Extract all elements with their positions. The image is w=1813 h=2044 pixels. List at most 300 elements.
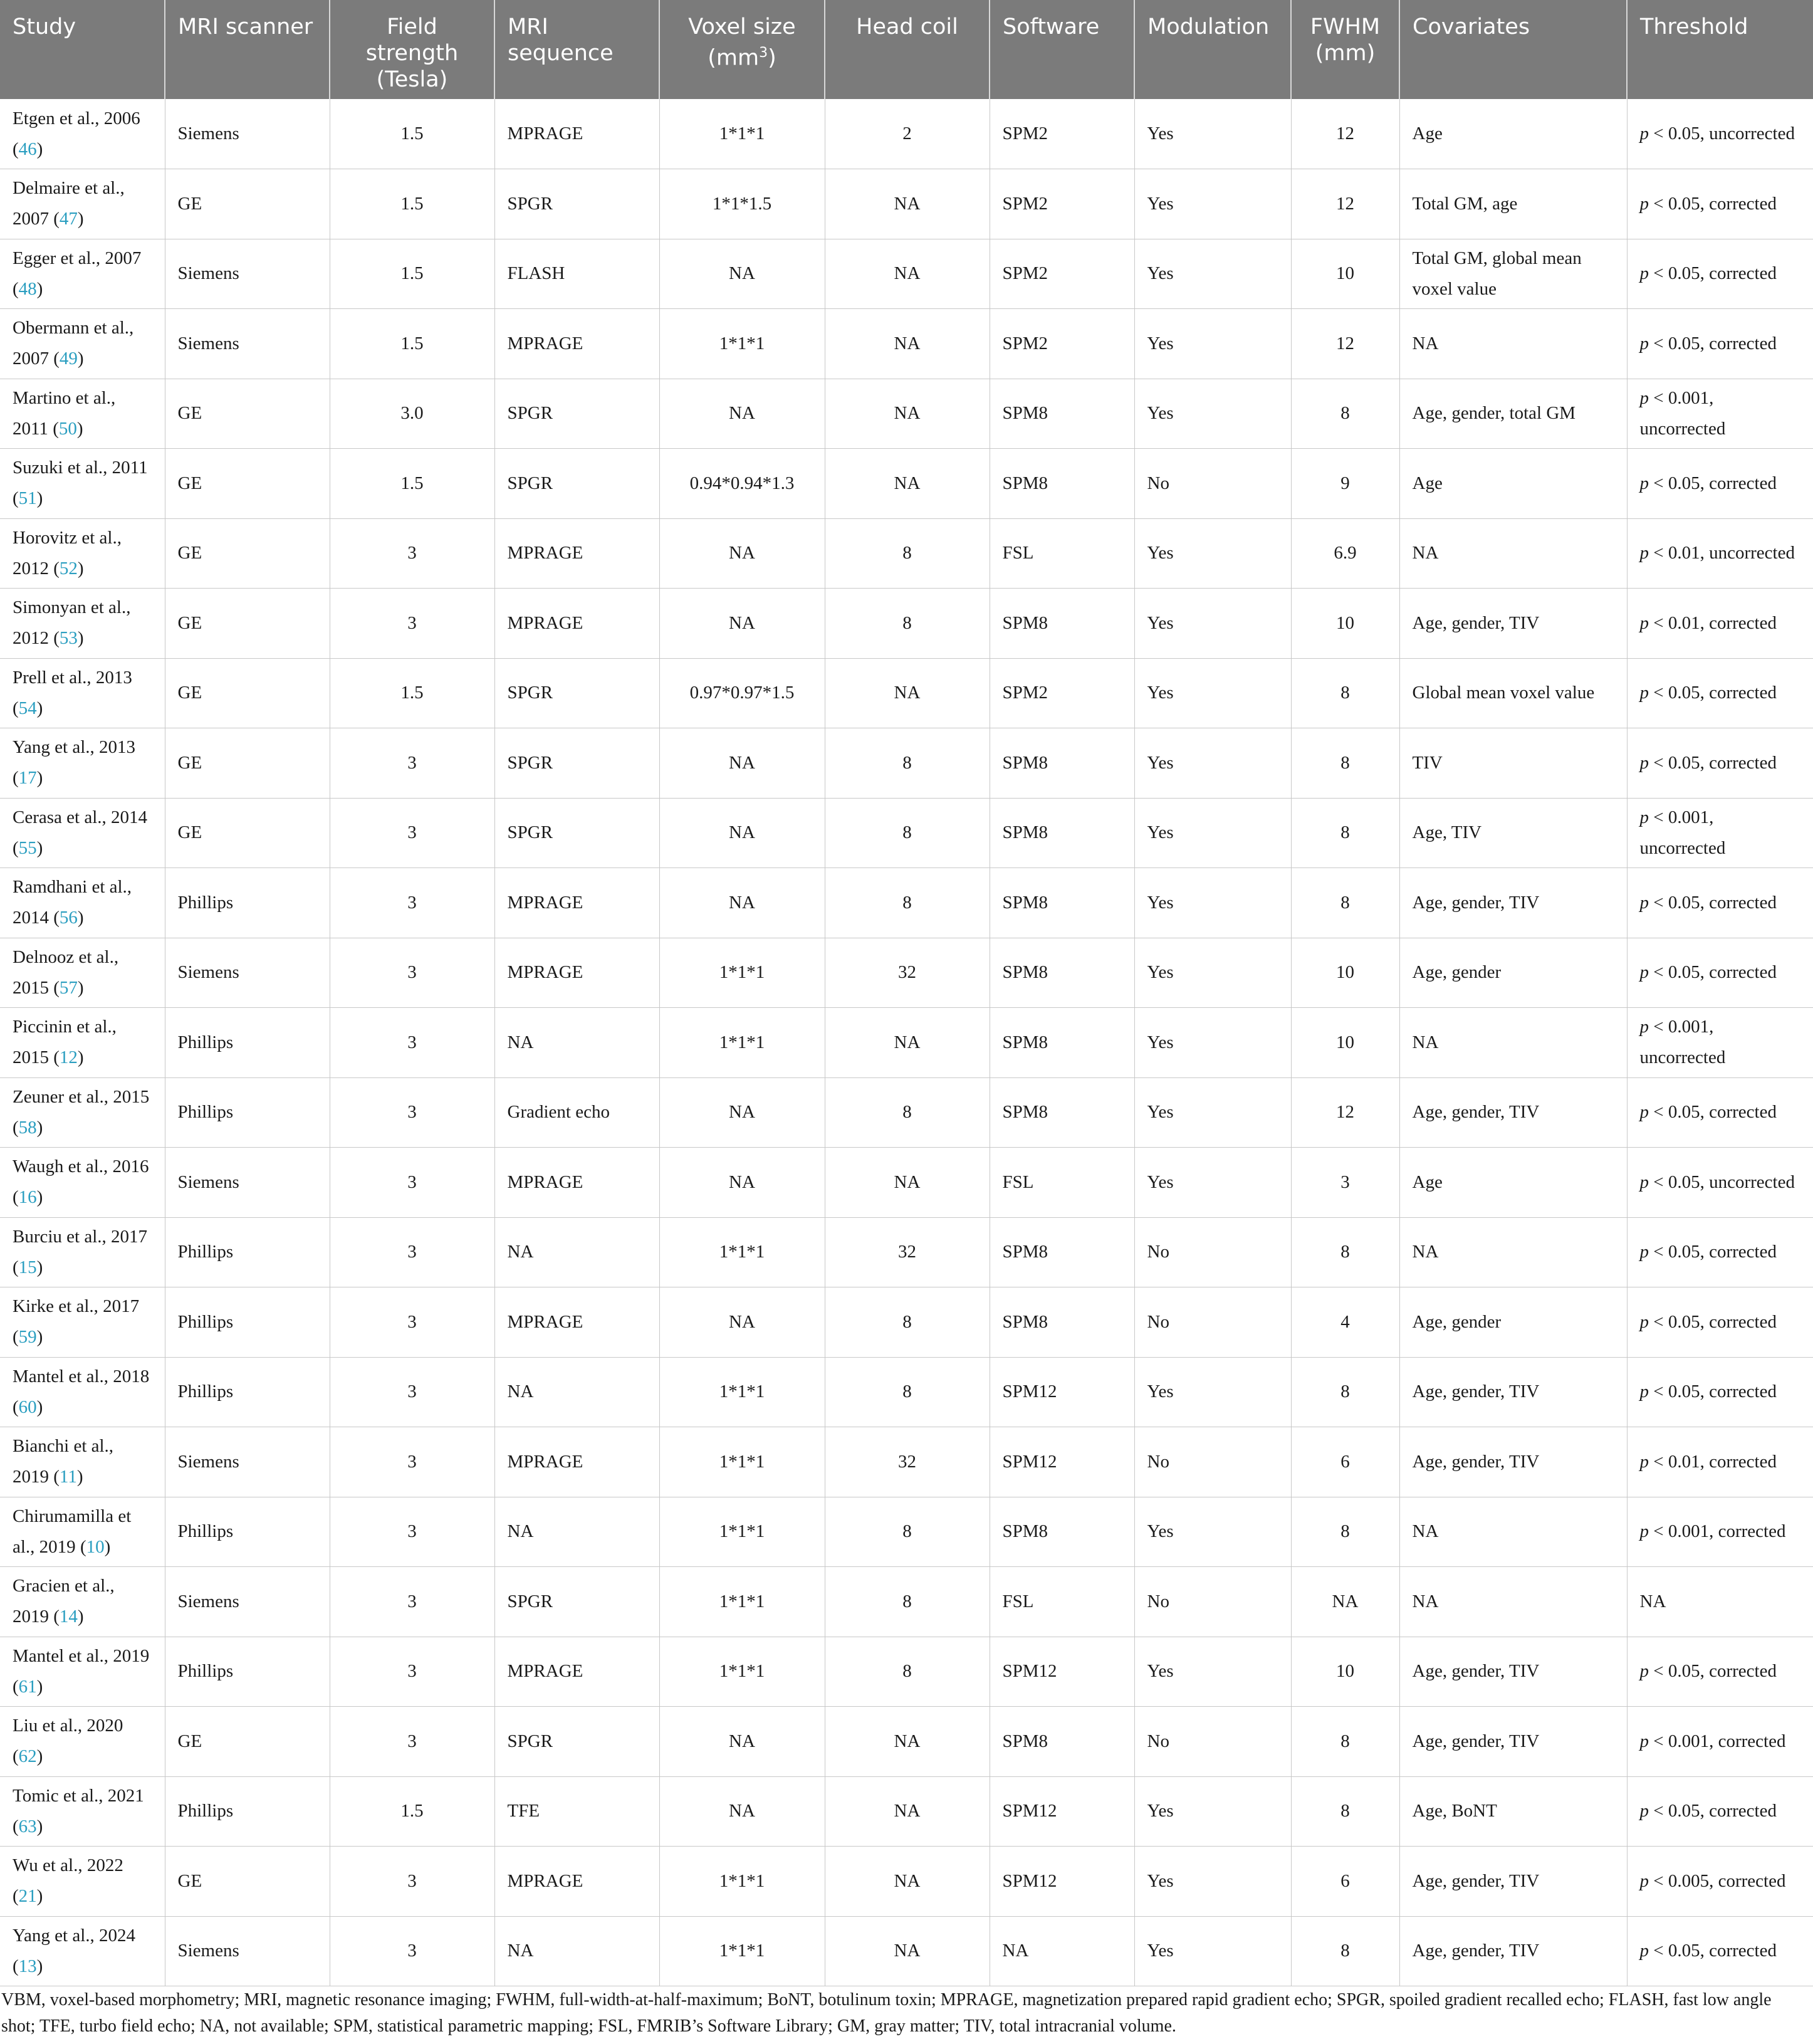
cell-fwhm: 12 (1291, 1077, 1399, 1148)
cell-covariates: Global mean voxel value (1399, 658, 1627, 728)
cell-sequence: SPGR (494, 1707, 659, 1777)
cell-sequence: NA (494, 1497, 659, 1567)
cell-field: 1.5 (330, 449, 494, 519)
cell-scanner: GE (165, 169, 330, 239)
cell-covariates: Age (1399, 1148, 1627, 1218)
cell-threshold (1627, 379, 1813, 449)
column-header-fwhm (1291, 0, 1399, 99)
cell-study: Tomic et al., 2021 (63) (0, 1776, 165, 1847)
table-row (0, 1148, 1813, 1218)
cell-fwhm: 10 (1291, 589, 1399, 659)
cell-modulation: Yes (1134, 658, 1291, 728)
cell-fwhm: 6 (1291, 1427, 1399, 1497)
cell-modulation: Yes (1134, 1916, 1291, 1986)
cell-threshold (1627, 1637, 1813, 1707)
reference-link[interactable]: 60 (18, 1397, 37, 1417)
cell-threshold (1627, 518, 1813, 589)
cell-covariates: Total GM, global mean voxel value (1399, 239, 1627, 309)
cell-fwhm: 8 (1291, 1497, 1399, 1567)
cell-threshold (1627, 658, 1813, 728)
cell-study: Yang et al., 2013 (17) (0, 728, 165, 799)
cell-field: 3 (330, 938, 494, 1008)
reference-link[interactable]: 10 (86, 1536, 105, 1557)
cell-coil: 8 (825, 798, 990, 868)
cell-voxel: NA (659, 379, 825, 449)
cell-fwhm: 8 (1291, 1776, 1399, 1847)
cell-covariates: Age, gender, TIV (1399, 1916, 1627, 1986)
reference-link[interactable]: 62 (18, 1746, 37, 1767)
p-value-symbol: p (1639, 387, 1649, 408)
cell-covariates: Age, gender, TIV (1399, 1357, 1627, 1427)
p-value-symbol: p (1639, 1801, 1649, 1821)
column-header-field (330, 0, 494, 99)
p-value-symbol: p (1639, 333, 1649, 354)
cell-field: 1.5 (330, 658, 494, 728)
cell-threshold (1627, 589, 1813, 659)
table-row (0, 1497, 1813, 1567)
table-row (0, 658, 1813, 728)
cell-fwhm: 12 (1291, 169, 1399, 239)
p-value-symbol: p (1639, 263, 1649, 284)
cell-scanner: Phillips (165, 1287, 330, 1358)
cell-field: 3 (330, 1567, 494, 1637)
column-header-label: MRI scanner (178, 14, 313, 39)
cell-covariates: Age, BoNT (1399, 1776, 1627, 1847)
cell-scanner: Phillips (165, 1497, 330, 1567)
cell-covariates: NA (1399, 518, 1627, 589)
threshold-value: < 0.05, corrected (1653, 683, 1777, 703)
threshold-value: < 0.01, corrected (1653, 1451, 1777, 1472)
cell-sequence: MPRAGE (494, 938, 659, 1008)
threshold-value: < 0.05, corrected (1653, 333, 1777, 354)
cell-coil: 2 (825, 99, 990, 169)
cell-study: Piccinin et al., 2015 (12) (0, 1008, 165, 1078)
reference-link[interactable]: 53 (59, 628, 78, 649)
cell-fwhm: 8 (1291, 728, 1399, 799)
p-value-symbol: p (1639, 1941, 1649, 1961)
cell-study: Suzuki et al., 2011 (51) (0, 449, 165, 519)
cell-software: SPM12 (990, 1637, 1134, 1707)
study-citation: Bianchi et al., 2019 (13, 1436, 114, 1487)
cell-coil: NA (825, 1776, 990, 1847)
cell-voxel: NA (659, 518, 825, 589)
cell-software: SPM8 (990, 1217, 1134, 1287)
study-citation: Egger et al., 2007 (13, 248, 142, 268)
cell-fwhm: NA (1291, 1567, 1399, 1637)
cell-field: 1.5 (330, 169, 494, 239)
cell-coil: 8 (825, 728, 990, 799)
table-row (0, 99, 1813, 169)
cell-coil: 8 (825, 1357, 990, 1427)
cell-threshold (1627, 1357, 1813, 1427)
cell-threshold (1627, 1077, 1813, 1148)
study-citation: Waugh et al., 2016 (13, 1156, 149, 1177)
threshold-value: < 0.05, corrected (1653, 1661, 1777, 1682)
reference-link[interactable]: 49 (59, 349, 78, 369)
study-citation: Zeuner et al., 2015 (13, 1086, 150, 1107)
reference-link[interactable]: 12 (59, 1047, 78, 1068)
cell-modulation: Yes (1134, 1077, 1291, 1148)
reference-link[interactable]: 51 (18, 488, 37, 509)
table-row (0, 309, 1813, 379)
study-citation: Prell et al., 2013 (13, 667, 132, 688)
p-value-symbol: p (1639, 807, 1649, 827)
p-value-symbol: p (1639, 1521, 1649, 1542)
cell-sequence: SPGR (494, 449, 659, 519)
cell-field: 3 (330, 589, 494, 659)
cell-threshold (1627, 1287, 1813, 1358)
reference-link[interactable]: 46 (18, 139, 37, 159)
cell-coil: NA (825, 1008, 990, 1078)
cell-scanner: GE (165, 379, 330, 449)
cell-covariates: Age, gender, TIV (1399, 1077, 1627, 1148)
table-row (0, 379, 1813, 449)
cell-software: SPM8 (990, 1497, 1134, 1567)
cell-threshold (1627, 1847, 1813, 1917)
cell-fwhm: 8 (1291, 1916, 1399, 1986)
study-citation: Cerasa et al., 2014 (13, 807, 148, 827)
study-citation: Simonyan et al., 2012 (13, 597, 131, 649)
reference-link[interactable]: 15 (18, 1257, 37, 1277)
study-citation: Wu et al., 2022 (13, 1855, 123, 1876)
p-value-symbol: p (1639, 892, 1649, 913)
reference-link[interactable]: 13 (18, 1956, 37, 1976)
column-header-voxel (659, 0, 825, 99)
reference-link[interactable]: 56 (59, 908, 78, 928)
table-row (0, 239, 1813, 309)
cell-software: SPM8 (990, 938, 1134, 1008)
cell-sequence: SPGR (494, 379, 659, 449)
column-header-label: Head coil (856, 14, 958, 39)
cell-covariates: NA (1399, 1567, 1627, 1637)
cell-modulation: No (1134, 1567, 1291, 1637)
cell-voxel: NA (659, 728, 825, 799)
cell-threshold (1627, 239, 1813, 309)
cell-fwhm: 12 (1291, 309, 1399, 379)
cell-study: Ramdhani et al., 2014 (56) (0, 868, 165, 938)
cell-modulation: No (1134, 1217, 1291, 1287)
cell-modulation: Yes (1134, 1497, 1291, 1567)
cell-study: Liu et al., 2020 (62) (0, 1707, 165, 1777)
cell-modulation: Yes (1134, 1776, 1291, 1847)
table-row (0, 1427, 1813, 1497)
cell-covariates: Age, gender (1399, 1287, 1627, 1358)
cell-software: SPM8 (990, 1707, 1134, 1777)
column-header-label-tail: ) (768, 45, 776, 71)
threshold-value: < 0.05, corrected (1653, 752, 1777, 773)
cell-sequence: TFE (494, 1776, 659, 1847)
cell-fwhm: 10 (1291, 1637, 1399, 1707)
cell-field: 3 (330, 1148, 494, 1218)
p-value-symbol: p (1639, 683, 1649, 703)
reference-link[interactable]: 57 (59, 977, 78, 998)
table-row (0, 1847, 1813, 1917)
cell-study: Gracien et al., 2019 (14) (0, 1567, 165, 1637)
p-value-symbol: p (1639, 193, 1649, 214)
column-header-label: Software (1003, 14, 1100, 39)
reference-link[interactable]: 17 (18, 768, 37, 789)
cell-sequence: MPRAGE (494, 309, 659, 379)
reference-link[interactable]: 21 (18, 1886, 37, 1907)
cell-threshold (1627, 1776, 1813, 1847)
reference-link[interactable]: 11 (59, 1467, 77, 1487)
cell-covariates: NA (1399, 1008, 1627, 1078)
cell-scanner: GE (165, 658, 330, 728)
cell-coil: NA (825, 169, 990, 239)
p-value-symbol: p (1639, 543, 1649, 563)
cell-modulation: Yes (1134, 309, 1291, 379)
study-citation: Delnooz et al., 2015 (13, 946, 119, 998)
cell-sequence: MPRAGE (494, 1637, 659, 1707)
reference-link[interactable]: 14 (59, 1606, 78, 1627)
table-row (0, 1707, 1813, 1777)
cell-coil: 8 (825, 1637, 990, 1707)
cell-voxel: 0.94*0.94*1.3 (659, 449, 825, 519)
study-citation: Obermann et al., 2007 (13, 318, 134, 369)
p-value-symbol: p (1639, 1870, 1649, 1891)
cell-covariates: Age, gender, TIV (1399, 1637, 1627, 1707)
cell-covariates: Age, TIV (1399, 798, 1627, 868)
threshold-value: < 0.01, corrected (1653, 612, 1777, 633)
cell-field: 3 (330, 1637, 494, 1707)
cell-sequence: SPGR (494, 798, 659, 868)
cell-scanner: Siemens (165, 1427, 330, 1497)
p-value-symbol: p (1639, 123, 1649, 144)
cell-fwhm: 6.9 (1291, 518, 1399, 589)
threshold-value: < 0.05, corrected (1653, 1311, 1777, 1332)
cell-field: 3 (330, 1287, 494, 1358)
cell-threshold: NA (1627, 1567, 1813, 1637)
table-row (0, 1077, 1813, 1148)
cell-software: SPM8 (990, 1008, 1134, 1078)
study-citation: Suzuki et al., 2011 (13, 458, 148, 478)
cell-scanner: Siemens (165, 1916, 330, 1986)
cell-voxel: 1*1*1 (659, 1637, 825, 1707)
reference-link[interactable]: 50 (58, 418, 77, 439)
table-row (0, 1916, 1813, 1986)
threshold-value: < 0.05, corrected (1653, 1801, 1777, 1821)
cell-scanner: Phillips (165, 1357, 330, 1427)
p-value-symbol: p (1639, 612, 1649, 633)
threshold-value: < 0.05, corrected (1653, 193, 1777, 214)
table-row (0, 1357, 1813, 1427)
cell-fwhm: 10 (1291, 938, 1399, 1008)
cell-sequence: FLASH (494, 239, 659, 309)
cell-study: Prell et al., 2013 (54) (0, 658, 165, 728)
column-header-sequence (494, 0, 659, 99)
cell-sequence: SPGR (494, 169, 659, 239)
cell-covariates: Age (1399, 449, 1627, 519)
study-citation: Ramdhani et al., 2014 (13, 877, 132, 928)
threshold-value: < 0.05, uncorrected (1653, 1171, 1795, 1192)
column-header-label: Voxel size (mm (688, 14, 796, 71)
cell-scanner: GE (165, 1847, 330, 1917)
cell-scanner: Phillips (165, 1217, 330, 1287)
cell-field: 3 (330, 868, 494, 938)
cell-covariates: Age (1399, 99, 1627, 169)
cell-study: Cerasa et al., 2014 (55) (0, 798, 165, 868)
p-value-symbol: p (1639, 473, 1649, 493)
cell-scanner: Phillips (165, 1637, 330, 1707)
cell-voxel: 1*1*1 (659, 309, 825, 379)
cell-scanner: Siemens (165, 1148, 330, 1218)
cell-field: 1.5 (330, 99, 494, 169)
cell-modulation: Yes (1134, 169, 1291, 239)
threshold-value: < 0.05, corrected (1653, 1381, 1777, 1402)
cell-coil: 8 (825, 589, 990, 659)
cell-coil: 32 (825, 938, 990, 1008)
cell-voxel: 1*1*1 (659, 1427, 825, 1497)
cell-covariates: TIV (1399, 728, 1627, 799)
column-header-label: Field strength (Tesla) (365, 14, 459, 92)
column-header-covariates (1399, 0, 1627, 99)
cell-covariates: Age, gender (1399, 938, 1627, 1008)
cell-software: SPM12 (990, 1357, 1134, 1427)
reference-link[interactable]: 59 (18, 1327, 37, 1348)
cell-threshold (1627, 938, 1813, 1008)
table-row (0, 1217, 1813, 1287)
study-citation: Mantel et al., 2019 (13, 1645, 150, 1666)
cell-coil: NA (825, 1148, 990, 1218)
cell-coil: NA (825, 309, 990, 379)
cell-threshold (1627, 309, 1813, 379)
threshold-value: < 0.05, corrected (1653, 1242, 1777, 1262)
cell-field: 3.0 (330, 379, 494, 449)
study-citation: Delmaire et al., 2007 (13, 178, 125, 229)
cell-modulation: Yes (1134, 518, 1291, 589)
cell-threshold (1627, 169, 1813, 239)
column-header-label: FWHM (mm) (1310, 14, 1381, 66)
cell-coil: 8 (825, 1497, 990, 1567)
column-header-label: MRI sequence (508, 14, 614, 66)
threshold-value: < 0.05, uncorrected (1653, 123, 1795, 144)
study-citation: Mantel et al., 2018 (13, 1366, 150, 1386)
cell-modulation: Yes (1134, 938, 1291, 1008)
cell-covariates: Age, gender, TIV (1399, 1847, 1627, 1917)
cell-coil: 8 (825, 1567, 990, 1637)
threshold-value: < 0.05, corrected (1653, 473, 1777, 493)
cell-voxel: 1*1*1 (659, 1357, 825, 1427)
cell-study: Martino et al., 2011 (50) (0, 379, 165, 449)
cell-software: SPM8 (990, 798, 1134, 868)
cell-modulation: No (1134, 449, 1291, 519)
reference-link[interactable]: 61 (18, 1676, 37, 1697)
reference-link[interactable]: 63 (18, 1816, 37, 1837)
threshold-value: < 0.05, corrected (1653, 1102, 1777, 1123)
table-header-row (0, 0, 1813, 99)
cell-field: 3 (330, 798, 494, 868)
threshold-value: < 0.001, corrected (1653, 1521, 1786, 1542)
cell-scanner: Phillips (165, 1077, 330, 1148)
cell-scanner: Siemens (165, 938, 330, 1008)
cell-threshold (1627, 1427, 1813, 1497)
cell-sequence: MPRAGE (494, 868, 659, 938)
study-citation: Liu et al., 2020 (13, 1716, 123, 1736)
cell-modulation: Yes (1134, 1008, 1291, 1078)
cell-software: SPM8 (990, 728, 1134, 799)
cell-modulation: Yes (1134, 1148, 1291, 1218)
cell-voxel: 1*1*1 (659, 1497, 825, 1567)
cell-scanner: GE (165, 1707, 330, 1777)
column-header-study (0, 0, 165, 99)
cell-voxel: NA (659, 798, 825, 868)
cell-study: Kirke et al., 2017 (59) (0, 1287, 165, 1358)
cell-scanner: Siemens (165, 99, 330, 169)
cell-coil: 8 (825, 518, 990, 589)
threshold-value: < 0.001, corrected (1653, 1731, 1786, 1751)
cell-software: SPM2 (990, 309, 1134, 379)
reference-link[interactable]: 48 (18, 278, 37, 299)
p-value-symbol: p (1639, 962, 1649, 983)
cell-study: Mantel et al., 2018 (60) (0, 1357, 165, 1427)
cell-scanner: Phillips (165, 868, 330, 938)
reference-link[interactable]: 47 (59, 209, 78, 229)
threshold-value: < 0.001, uncorrected (1639, 807, 1726, 858)
column-header-superscript: 3 (759, 45, 768, 61)
cell-software: SPM8 (990, 449, 1134, 519)
cell-fwhm: 12 (1291, 99, 1399, 169)
cell-coil: 32 (825, 1217, 990, 1287)
cell-covariates: Total GM, age (1399, 169, 1627, 239)
cell-voxel: 1*1*1.5 (659, 169, 825, 239)
cell-software: SPM12 (990, 1776, 1134, 1847)
table-row (0, 589, 1813, 659)
study-citation: Gracien et al., 2019 (13, 1576, 115, 1627)
cell-coil: NA (825, 1707, 990, 1777)
cell-coil: NA (825, 239, 990, 309)
cell-software: SPM8 (990, 1287, 1134, 1358)
p-value-symbol: p (1639, 1731, 1649, 1751)
cell-coil: NA (825, 379, 990, 449)
cell-scanner: GE (165, 449, 330, 519)
cell-field: 3 (330, 1497, 494, 1567)
cell-study: Etgen et al., 2006 (46) (0, 99, 165, 169)
reference-link[interactable]: 54 (18, 698, 37, 718)
table-row (0, 798, 1813, 868)
cell-field: 3 (330, 728, 494, 799)
cell-study: Obermann et al., 2007 (49) (0, 309, 165, 379)
cell-software: SPM2 (990, 658, 1134, 728)
cell-sequence: SPGR (494, 728, 659, 799)
threshold-value: < 0.05, corrected (1653, 892, 1777, 913)
cell-field: 1.5 (330, 239, 494, 309)
cell-software: SPM8 (990, 868, 1134, 938)
cell-voxel: 1*1*1 (659, 99, 825, 169)
table-row (0, 868, 1813, 938)
table-row (0, 449, 1813, 519)
cell-covariates: Age, gender, total GM (1399, 379, 1627, 449)
cell-threshold (1627, 1008, 1813, 1078)
cell-coil: 8 (825, 1287, 990, 1358)
cell-voxel: NA (659, 868, 825, 938)
threshold-value: < 0.005, corrected (1653, 1870, 1786, 1891)
cell-study: Bianchi et al., 2019 (11) (0, 1427, 165, 1497)
cell-modulation: Yes (1134, 239, 1291, 309)
cell-study: Burciu et al., 2017 (15) (0, 1217, 165, 1287)
column-header-label: Modulation (1147, 14, 1270, 39)
reference-link[interactable]: 55 (18, 837, 37, 858)
cell-field: 1.5 (330, 1776, 494, 1847)
reference-link[interactable]: 52 (59, 558, 78, 579)
cell-coil: NA (825, 1847, 990, 1917)
reference-link[interactable]: 16 (18, 1187, 37, 1208)
cell-scanner: GE (165, 798, 330, 868)
table-row (0, 938, 1813, 1008)
cell-software: SPM8 (990, 1077, 1134, 1148)
cell-threshold (1627, 1707, 1813, 1777)
cell-sequence: MPRAGE (494, 1148, 659, 1218)
reference-link[interactable]: 58 (18, 1117, 37, 1138)
